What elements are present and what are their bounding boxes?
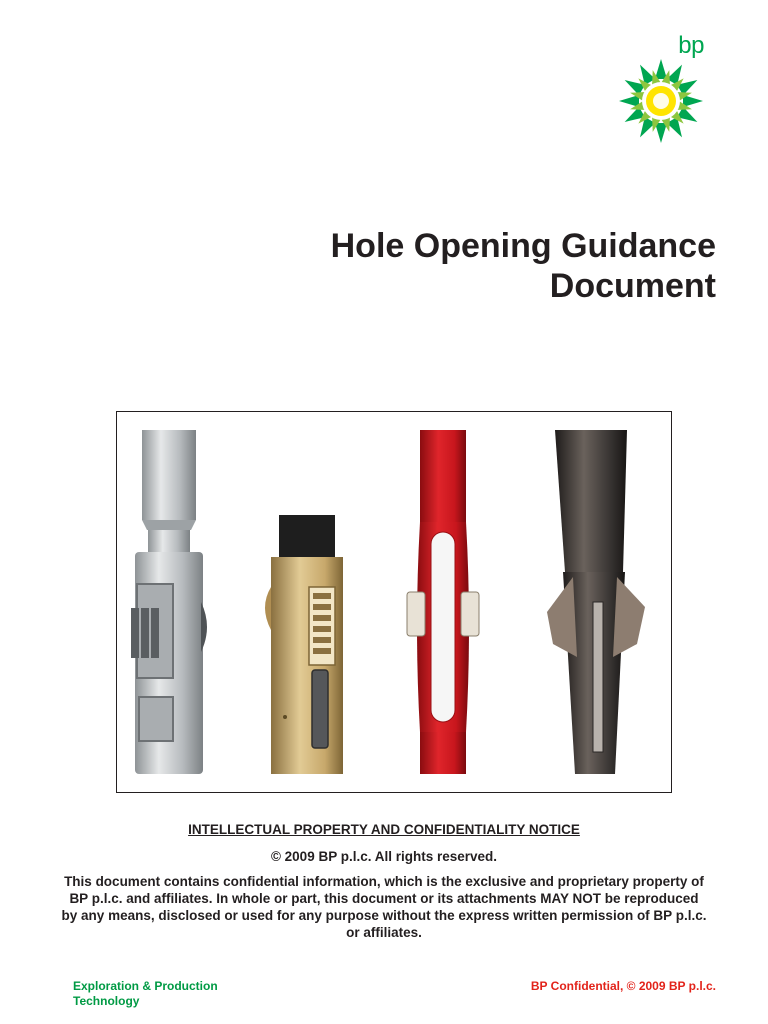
bp-logo-text: bp [678,32,704,59]
silver-reamer-tool [131,430,207,774]
document-title [196,226,716,306]
notice-heading: INTELLECTUAL PROPERTY AND CONFIDENTIALITY NOTICE [188,822,580,837]
bp-logo [618,32,710,144]
gold-reamer-tool [265,515,343,774]
notice-copyright: © 2009 BP p.l.c. All rights reserved. [270,849,498,864]
red-reamer-tool [407,430,479,774]
footer-confidential: BP Confidential, © 2009 BP p.l.c. [530,979,716,993]
footer-division: Exploration & Production Technology [73,979,218,1008]
title-line-2: Document [549,267,716,305]
tools-photo [116,411,672,793]
dark-reamer-tool [547,430,645,774]
title-line-1: Hole Opening Guidance [330,227,716,265]
helios-sun-icon [618,58,704,144]
notice-body: This document contains confidential information, which is the exclusive and proprietary property of BP p.l.c. and affiliates. In whole or part, this document or its attachments MAY NOT be reproduced by any means, disclosed or used for any purpose without the express written permission of BP p.l.c. or affiliates. [61,874,707,940]
